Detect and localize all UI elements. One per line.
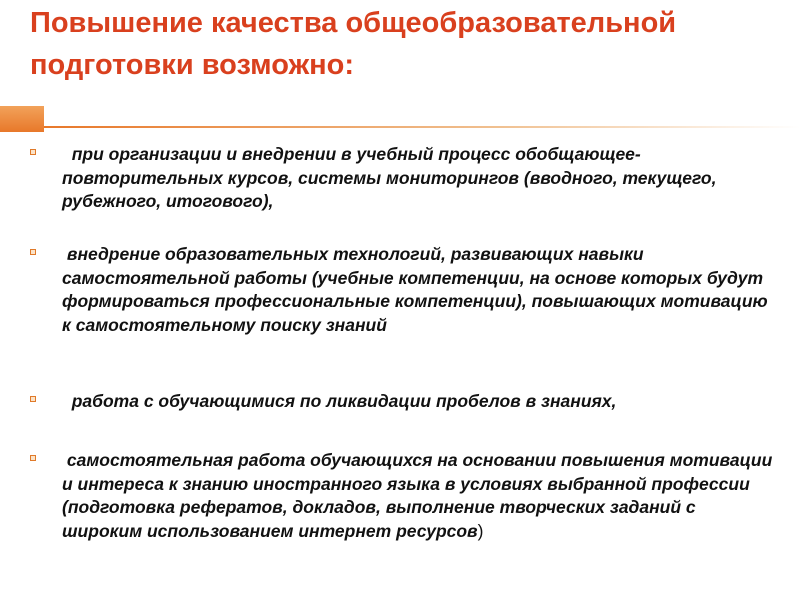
square-bullet-icon: [30, 149, 36, 155]
bullet-item: [30, 449, 780, 543]
slide-title: Повышение качества общеобразовательной подготовки возможно:: [30, 7, 677, 81]
bullet-text: [62, 449, 780, 543]
bullet-text-main: самостоятельная работа обучающихся на основании повышения мотивации и интереса к знанию иностранного языка в условиях выбранной профессии (подготовка рефератов, докладов, выполнение творческих заданий с широким использованием интернет ресурсов: [62, 450, 778, 541]
bullet-text: работа с обучающимися по ликвидации пробелов в знаниях,: [62, 391, 617, 411]
bullet-text: внедрение образовательных технологий, развивающих навыки самостоятельной работы (учебные компетенции, на основе которых будут формироваться профессиональные компетенции), повышающих мотивацию к самостоятельному поиску знаний: [62, 244, 773, 335]
bullet-text-trailing: ): [477, 520, 484, 541]
bullet-item: [30, 243, 780, 337]
bullet-item: [30, 390, 780, 414]
bullet-text: при организации и внедрении в учебный процесс обобщающее-повторительных курсов, системы мониторингов (вводного, текущего, рубежного, итогового),: [62, 144, 722, 211]
square-bullet-icon: [30, 396, 36, 402]
bullet-item: [30, 143, 780, 214]
square-bullet-icon: [30, 455, 36, 461]
square-bullet-icon: [30, 249, 36, 255]
